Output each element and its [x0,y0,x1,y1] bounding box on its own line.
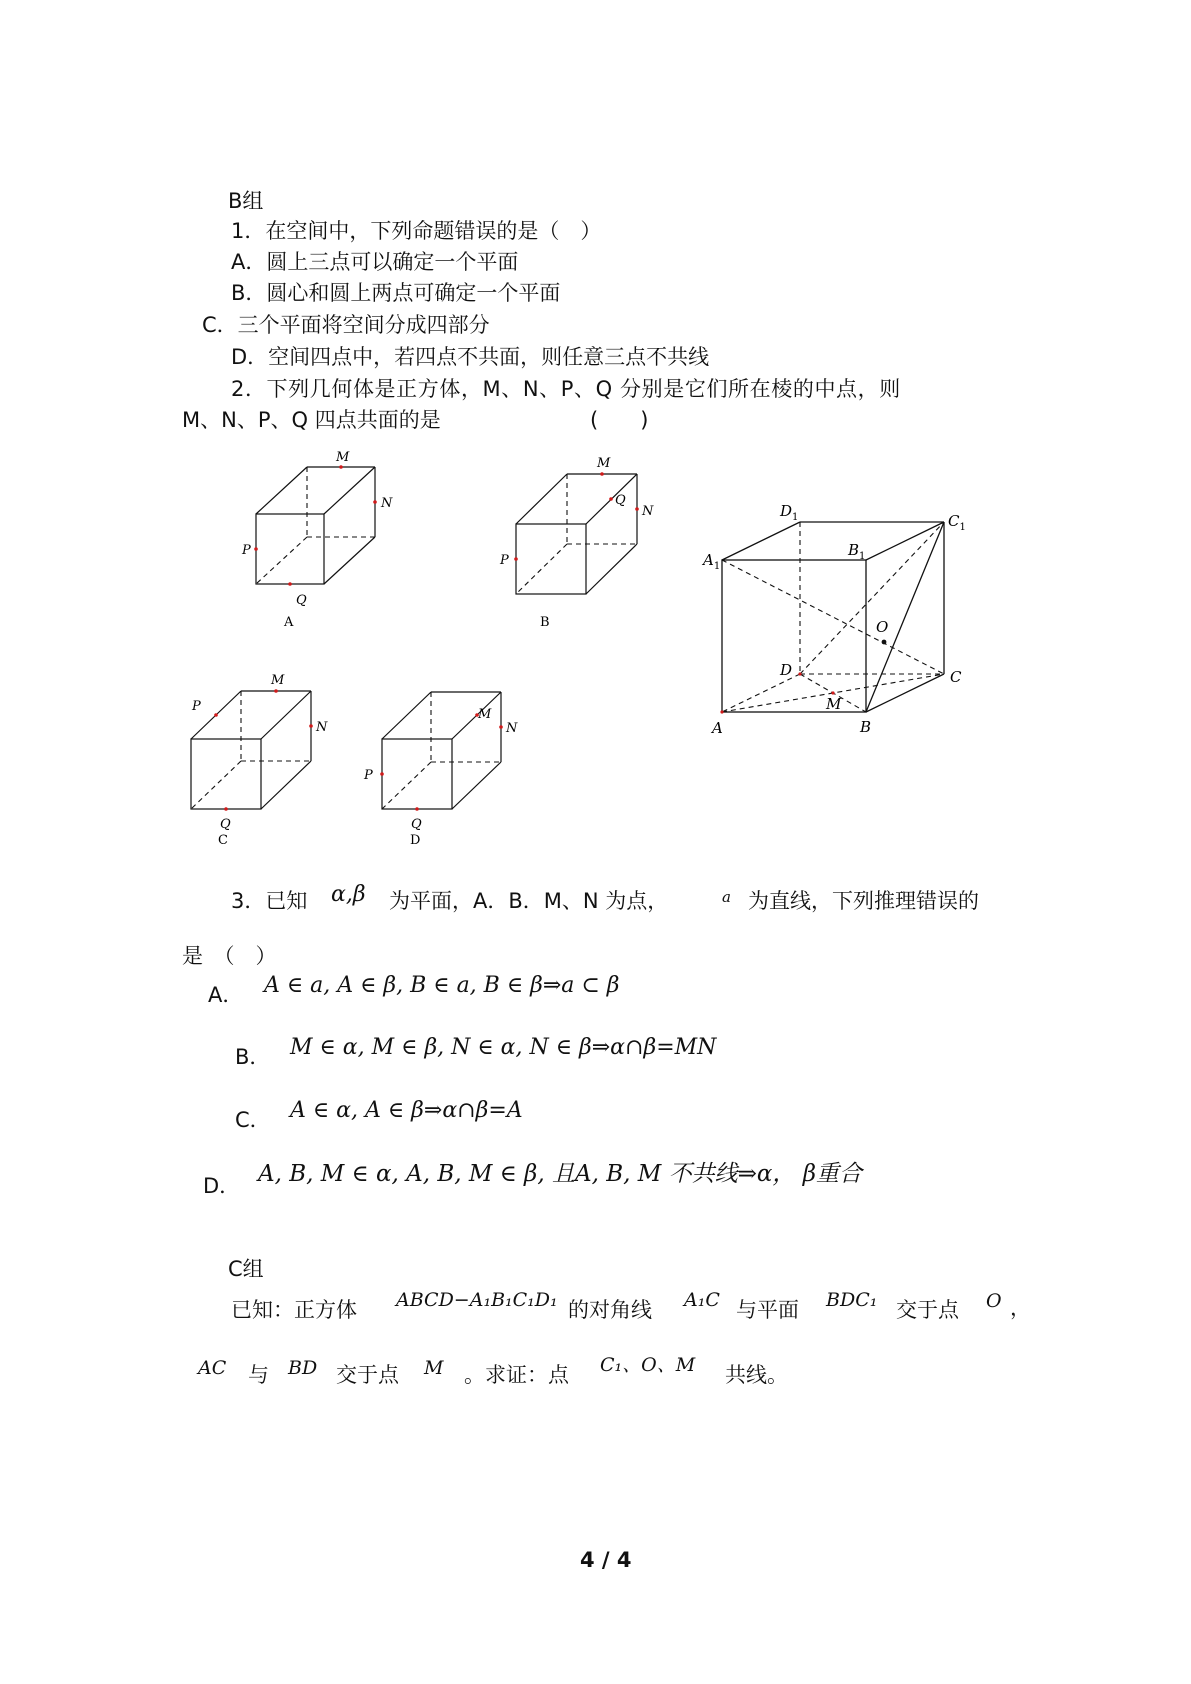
q3-option-c-expr: A ∈ α, A ∈ β⇒α∩β=A [290,1098,523,1123]
q3-option-c-label: C． [235,1108,271,1132]
label-n: N [316,720,328,735]
q1-option-b: B．圆心和圆上两点可确定一个平面 [231,281,561,305]
label-n: N [381,496,393,511]
label-p: P [242,543,251,558]
c-line2-t4: 共线。 [725,1363,788,1387]
c-line2-pts: C₁、O、M [600,1354,696,1376]
cube-figure-a [240,446,393,630]
q1-option-d: D．空间四点中，若四点不共面，则任意三点不共线 [231,345,710,369]
q3-stem-c: 为直线，下列推理错误的 [748,889,979,913]
label-n: N [642,504,654,519]
cube-figure-d [362,668,532,848]
c-line1-t4: 交于点 [896,1298,959,1322]
q3-option-d-label: D． [203,1174,241,1198]
c-line1-diag: A₁C [684,1289,720,1311]
c-line2-bd: BD [288,1357,318,1379]
label-m: M [336,450,350,465]
label-q: Q [615,493,626,508]
label-n: N [506,721,518,736]
cube-figure-c [186,668,336,848]
c-line1-t5: ， [1010,1296,1031,1320]
label-q: Q [220,817,231,832]
label-p: P [364,768,373,783]
label-q: Q [411,817,422,832]
q3-stem-line: a [722,888,731,906]
label-o: O [876,618,889,636]
c-line2-t2: 交于点 [336,1363,399,1387]
label-q: Q [296,593,307,608]
q3-stem-line2: 是 （ ） [182,944,277,968]
q2-stem-line1: 2．下列几何体是正方体，M、N、P、Q 分别是它们所在棱的中点，则 [231,377,901,401]
big-cube-figure [700,500,990,737]
label-m: M [478,707,492,722]
label-b: B [860,718,872,736]
q3-option-d-expr: A, B, M ∈ α, A, B, M ∈ β, 且A, B, M 不共线⇒α， β重合 [258,1161,863,1187]
group-b-title: B组 [228,189,264,213]
c-line1-t2: 的对角线 [568,1298,652,1322]
q3-stem-b: 为平面，A．B．M、N 为点， [389,889,669,913]
group-c-title: C组 [228,1257,264,1281]
caption-c: C [218,833,228,848]
label-a: A [712,719,723,737]
label-c: C [950,668,962,686]
label-d: D [780,661,793,679]
q3-stem-a: 3．已知 [231,889,308,913]
label-m: M [826,695,842,713]
q3-stem-greek: α,β [331,882,366,907]
q2-stem-line2: M、N、P、Q 四点共面的是 [182,408,441,432]
c-line1-cube: ABCD−A₁B₁C₁D₁ [396,1289,558,1311]
q3-option-b-label: B． [235,1045,271,1069]
c-line2-t3: 。求证：点 [464,1363,569,1387]
c-line2-ac: AC [198,1357,227,1379]
label-b1: $B_1$ [848,541,866,562]
q1-stem: 1．在空间中，下列命题错误的是（ ） [231,219,602,243]
label-m: M [597,456,611,471]
cube-figure-b [500,446,654,630]
label-a1: $A_1$ [703,551,721,572]
caption-b: B [540,615,550,630]
page-number: 4 / 4 [580,1548,632,1572]
q3-option-a-expr: A ∈ a, A ∈ β, B ∈ a, B ∈ β⇒a ⊂ β [264,973,620,998]
q1-option-a: A．圆上三点可以确定一个平面 [231,250,519,274]
q2-paren: ( ) [590,408,649,432]
c-line2-m: M [424,1357,444,1379]
label-p: P [500,553,509,568]
c-line2-t1: 与 [248,1363,269,1387]
label-p: P [192,699,201,714]
caption-a: A [284,615,294,630]
label-m: M [271,673,285,688]
q3-option-b-expr: M ∈ α, M ∈ β, N ∈ α, N ∈ β⇒α∩β=MN [290,1035,717,1060]
c-line1-t3: 与平面 [736,1298,799,1322]
c-line1-plane: BDC₁ [826,1289,878,1311]
q1-option-c: C．三个平面将空间分成四部分 [202,313,490,337]
caption-d: D [410,833,421,848]
c-line1-pt: O [986,1290,1002,1312]
label-c1: $C_1$ [948,512,966,533]
q3-option-a-label: A． [208,983,244,1007]
label-d1: $D_1$ [780,502,799,523]
c-line1-t1: 已知：正方体 [231,1298,357,1322]
